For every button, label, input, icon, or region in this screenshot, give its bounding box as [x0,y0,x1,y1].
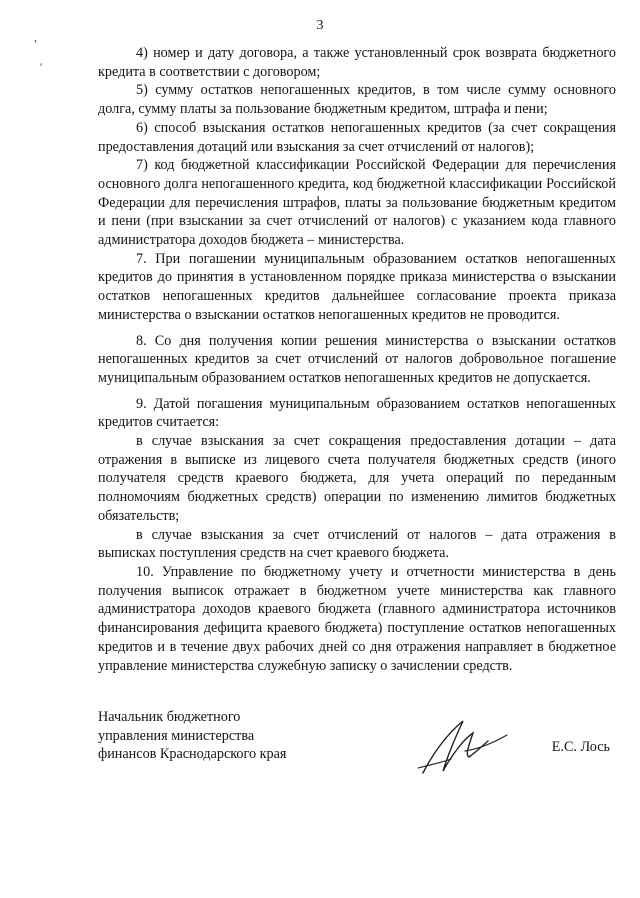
clause-9-case-taxes: в случае взыскания за счет отчислений от налогов – дата отражения в выписках поступления средств на счет краевого бюджета. [98,526,616,562]
clause-10: 10. Управление по бюджетному учету и отчетности министерства в день получения выписок отражает в бюджетном учете министерства как главного администратора доходов краевого бюджета (главного администратора источников финансирования дефицита краевого бюджета) поступление остатков непогашенных кредитов и в течение двух рабочих дней со дня отражения направляет в бюджетное управление министерства служебную записку о зачислении средств. [98,563,616,674]
list-item-4: 4) номер и дату договора, а также установленный срок возврата бюджетного кредита в соответствии с договором; [98,45,616,80]
document-body [98,44,616,675]
clause-9-case-subsidy: в случае взыскания за счет сокращения предоставления дотации – дата отражения в выписке из лицевого счета получателя бюджетных средств (иного получателя средств краевого бюджета, для учета операций по переданным полномочиям бюджетных средств) операции по изменению лимитов бюджетных обязательств; [98,433,616,524]
handwritten-signature-icon [403,713,513,783]
clause-8: 8. Со дня получения копии решения министерства о взыскании остатков непогашенных кредитов за счет отчислений от налогов добровольное погашение муниципальным образованием остатков непогашенных кредитов не допускается. [98,332,616,386]
list-item-5: 5) сумму остатков непогашенных кредитов, в том числе сумму основного долга, сумму платы за пользование бюджетным кредитом, штрафа и пени; [98,82,616,118]
signature-block [98,708,618,788]
signer-title [98,708,618,764]
signer-name: Е.С. Лось [551,739,610,755]
signer-title-line: управления министерства [98,727,255,744]
clause-9: 9. Датой погашения муниципальным образованием остатков непогашенных кредитов считается: [98,395,616,431]
margin-mark: , [34,30,37,44]
list-item-6: 6) способ взыскания остатков непогашенных кредитов (за счет сокращения предоставления дотаций или взыскания за счет отчислений от налогов); [98,119,616,155]
signer-title-line: Начальник бюджетного [98,709,241,725]
margin-mark: ' [40,60,43,74]
page-number: 3 [316,18,324,33]
clause-7: 7. При погашении муниципальным образованием остатков непогашенных кредитов до принятия в установленном порядке приказа министерства о взыскании остатков непогашенных кредитов дальнейшее согласование проекта приказа министерства о взыскании остатков непогашенных кредитов не проводится. [98,250,616,323]
signer-title-line: финансов Краснодарского края [98,746,287,763]
list-item-7: 7) код бюджетной классификации Российской Федерации для перечисления основного долга непогашенного кредита, код бюджетной классификации Российской Федерации для перечисления штрафов, платы за пользование бюджетным кредитом и пени (при взыскании за счет отчислений от налогов) с указанием кода главного администратора доходов бюджета – министерства. [98,157,616,249]
